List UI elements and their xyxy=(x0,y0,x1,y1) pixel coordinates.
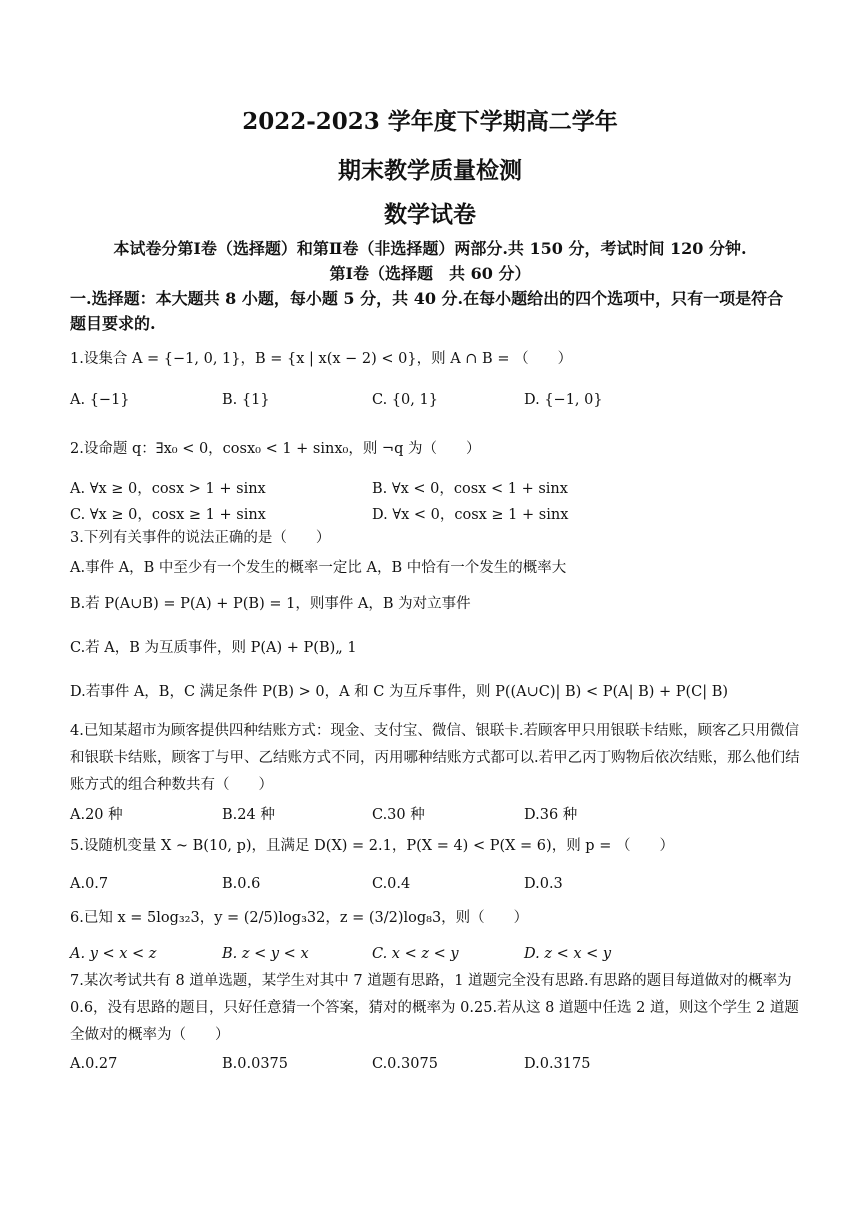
question-4-option-c: C.30 种 xyxy=(372,807,425,823)
question-4-option-d: D.36 种 xyxy=(524,807,578,823)
question-4-stem: 4.已知某超市为顾客提供四种结账方式：现金、支付宝、微信、银联卡.若顾客甲只用银联卡结账，顾客乙只用微信和银联卡结账，顾客丁与甲、乙结账方式不同，丙用哪种结账方式都可以.若甲乙丙丁购物后依次结账，那么他们结账方式的组合种数共有（ ） xyxy=(70,723,800,793)
question-4-option-a: A.20 种 xyxy=(70,807,123,823)
question-7-stem: 7.某次考试共有 8 道单选题，某学生对其中 7 道题有思路，1 道题完全没有思路.有思路的题目每道做对的概率为 0.6，没有思路的题目，只好任意猜一个答案，猜对的概率为 0.25.若从这 8 道题中任选 2 道，则这个学生 2 道题全做对的概率为（ ） xyxy=(70,973,799,1043)
question-2-stem: 2.设命题 q：∃x₀ < 0，cosx₀ < 1 + sinx₀，则 ¬q 为（ ） xyxy=(70,441,481,457)
question-5-option-a: A.0.7 xyxy=(70,876,109,892)
question-7-option-d: D.0.3175 xyxy=(524,1056,591,1072)
question-6-option-a: A. y < x < z xyxy=(70,946,157,962)
question-5-option-b: B.0.6 xyxy=(222,876,261,892)
part1-heading: 第Ⅰ卷（选择题 共 60 分） xyxy=(329,264,531,283)
question-4-options xyxy=(70,803,800,827)
question-3-option-c: C.若 A，B 为互质事件，则 P(A) + P(B)„ 1 xyxy=(70,640,357,656)
question-1-option-a: A. {−1} xyxy=(70,392,130,408)
question-5-stem: 5.设随机变量 X ~ B(10, p)，且满足 D(X) = 2.1，P(X = 4) < P(X = 6)，则 p = （ ） xyxy=(70,838,674,854)
question-2-option-a: A. ∀x ≥ 0，cosx > 1 + sinx xyxy=(70,481,266,497)
question-1-option-d: D. {−1, 0} xyxy=(524,392,603,408)
question-7-options xyxy=(70,1056,800,1080)
question-5-option-c: C.0.4 xyxy=(372,876,411,892)
exam-title-name: 期末教学质量检测 xyxy=(338,157,522,184)
question-2-option-b: B. ∀x < 0，cosx < 1 + sinx xyxy=(372,481,568,497)
question-3-stem: 3.下列有关事件的说法正确的是（ ） xyxy=(70,530,331,546)
exam-intro: 本试卷分第Ⅰ卷（选择题）和第Ⅱ卷（非选择题）两部分.共 150 分，考试时间 120 分钟. xyxy=(113,239,747,258)
question-6-options xyxy=(70,946,800,970)
question-6-option-d: D. z < x < y xyxy=(524,946,612,962)
question-2-options-row2 xyxy=(70,503,800,527)
question-6-option-b: B. z < y < x xyxy=(222,946,309,962)
question-3-option-a: A.事件 A，B 中至少有一个发生的概率一定比 A，B 中恰有一个发生的概率大 xyxy=(70,560,567,576)
question-3-option-b: B.若 P(A∪B) = P(A) + P(B) = 1，则事件 A，B 为对立事件 xyxy=(70,596,471,612)
question-5-option-d: D.0.3 xyxy=(524,876,563,892)
exam-title-subject: 数学试卷 xyxy=(384,201,476,228)
question-1-option-b: B. {1} xyxy=(222,392,270,408)
question-4-option-b: B.24 种 xyxy=(222,807,275,823)
section1-heading: 一.选择题：本大题共 8 小题，每小题 5 分，共 40 分.在每小题给出的四个选项中，只有一项是符合题目要求的. xyxy=(70,289,784,333)
question-6-option-c: C. x < z < y xyxy=(372,946,459,962)
question-1-stem: 1.设集合 A = {−1, 0, 1}，B = {x | x(x − 2) < 0}，则 A ∩ B = （ ） xyxy=(70,351,573,367)
question-5-options xyxy=(70,876,800,900)
question-7-option-b: B.0.0375 xyxy=(222,1056,289,1072)
question-2-option-c: C. ∀x ≥ 0，cosx ≥ 1 + sinx xyxy=(70,507,266,523)
question-2-option-d: D. ∀x < 0，cosx ≥ 1 + sinx xyxy=(372,507,569,523)
question-1-options xyxy=(70,392,800,416)
question-7-option-a: A.0.27 xyxy=(70,1056,118,1072)
question-7-option-c: C.0.3075 xyxy=(372,1056,438,1072)
question-6-stem: 6.已知 x = 5log₃₂3，y = (2/5)log₃32，z = (3/2)log₈3，则（ ） xyxy=(70,910,529,926)
question-1-option-c: C. {0, 1} xyxy=(372,392,438,408)
exam-title-year: 2022-2023 学年度下学期高二学年 xyxy=(242,108,618,135)
question-2-options-row1 xyxy=(70,477,800,501)
question-3-option-d: D.若事件 A，B，C 满足条件 P(B) > 0，A 和 C 为互斥事件，则 P((A∪C)| B) < P(A| B) + P(C| B) xyxy=(70,684,729,700)
